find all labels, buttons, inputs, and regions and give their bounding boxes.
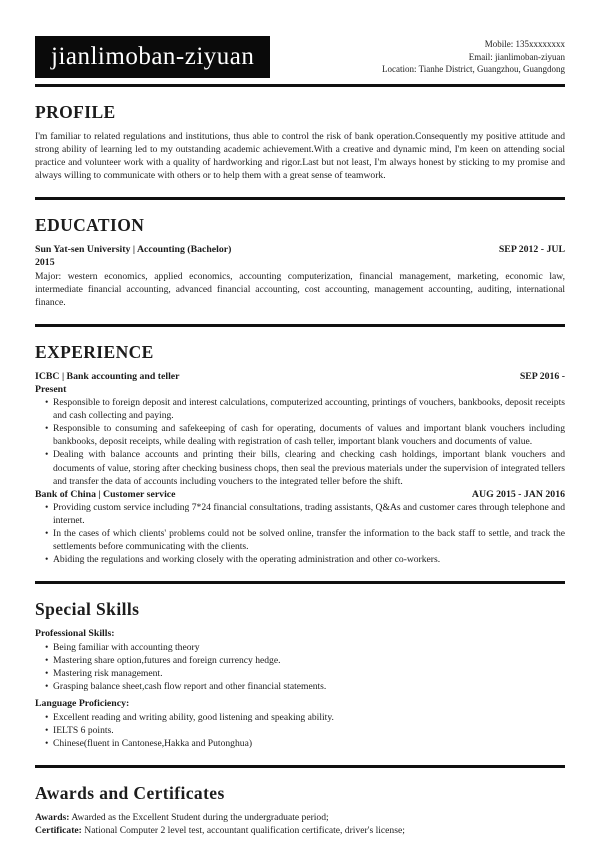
header <box>35 0 565 78</box>
list-item <box>35 724 565 737</box>
certificate-line <box>35 824 565 838</box>
list-item <box>35 711 565 724</box>
bullet-icon <box>35 680 53 693</box>
profile-heading: PROFILE <box>35 102 116 122</box>
bullet-text: Responsible to consuming and safekeeping of cash for operating, documents of values and important blank vouchers including bankbooks, deposit receipts, while dealing with registration of cash teller, important blank vouchers and documents of value. <box>53 423 565 448</box>
bullet-text: Mastering risk management. <box>53 667 163 679</box>
education-heading: EDUCATION <box>35 215 145 236</box>
list-item <box>35 654 565 667</box>
list-item <box>35 641 565 654</box>
contact-location: Location: Tianhe District, Guangzhou, Guangdong <box>382 64 565 75</box>
education-title: Sun Yat-sen University | Accounting (Bachelor) <box>35 244 232 256</box>
bullet-text: Being familiar with accounting theory <box>53 641 200 653</box>
job-title: Bank of China | Customer service <box>35 488 176 500</box>
bullet-text: In the cases of which clients' problems could not be solved online, transfer the information to the back staff to settle, and track the settlements before communicating with the clients. <box>53 527 565 553</box>
education-entry-head <box>35 243 565 256</box>
bullet-text: Excellent reading and writing ability, good listening and speaking ability. <box>53 711 334 723</box>
special-skills-section <box>35 584 565 765</box>
skill-group-label: Professional Skills: <box>35 628 115 640</box>
bullet-icon <box>35 737 53 750</box>
job-entry <box>35 370 565 488</box>
bullet-icon <box>35 724 53 737</box>
bullet-icon <box>35 667 53 680</box>
list-item <box>35 501 565 527</box>
experience-heading: EXPERIENCE <box>35 341 154 362</box>
awards-label: Awards: <box>35 811 70 823</box>
bullet-icon <box>35 422 53 448</box>
contact-email: Email: jianlimoban-ziyuan <box>468 51 565 62</box>
experience-section <box>35 327 565 581</box>
list-item <box>35 680 565 693</box>
education-date-wrap: 2015 <box>35 257 55 269</box>
list-item <box>35 737 565 750</box>
bullet-icon <box>35 527 53 553</box>
bullet-text: Mastering share option,futures and foreign currency hedge. <box>53 654 281 666</box>
list-item <box>35 527 565 553</box>
bullet-icon <box>35 641 53 654</box>
bullet-icon <box>35 448 53 487</box>
bullet-icon <box>35 654 53 667</box>
skill-group <box>35 627 565 693</box>
bullet-icon <box>35 501 53 527</box>
profile-section <box>35 87 565 197</box>
list-item <box>35 396 565 422</box>
contact-mobile: Mobile: 135xxxxxxxx <box>484 39 565 50</box>
awards-section <box>35 768 565 848</box>
bullet-icon <box>35 553 53 566</box>
bullet-icon <box>35 711 53 724</box>
special-skills-heading: Special Skills <box>35 599 140 620</box>
list-item <box>35 448 565 487</box>
certificate-label: Certificate: <box>35 825 82 837</box>
job-entry-head <box>35 488 565 501</box>
bullet-text: Grasping balance sheet,cash flow report and other financial statements. <box>53 681 327 693</box>
bullet-text: Chinese(fluent in Cantonese,Hakka and Putonghua) <box>53 737 253 749</box>
bullet-text: Providing custom service including 7*24 financial consultations, trading assistants, Q&As and customer cares through telephone and internet. <box>53 501 565 526</box>
certificate-text: National Computer 2 level test, accountant qualification certificate, driver's license; <box>81 825 405 837</box>
bullet-text: Abiding the regulations and working closely with the operating administration and other co-workers. <box>53 554 441 566</box>
job-date-wrap: Present <box>35 383 67 395</box>
job-entry-head <box>35 370 565 383</box>
education-description: Major: western economics, applied economics, accounting computerization, financial management, marketing, economic law, intermediate financial accounting, advanced financial accounting, cost accounting, management accounting, auditing, international finance. <box>35 270 565 308</box>
job-entry <box>35 488 565 567</box>
contact-block <box>382 38 565 76</box>
list-item <box>35 553 565 566</box>
awards-heading: Awards and Certificates <box>35 782 225 803</box>
bullet-text: Dealing with balance accounts and printing their bills, clearing and checking cash holdings, important blank vouchers and documents of value, storing after checking business chops, then seal the previous materials under the supervision of integrated tellers and transfer the data of accounts including vouchers to the integrated teller before the shift. <box>53 449 565 487</box>
bullet-text: Responsible to foreign deposit and interest calculations, computerized accounting, printings of vouchers, bankbooks, deposit receipts and cash collecting and paying. <box>53 397 565 422</box>
list-item <box>35 422 565 448</box>
candidate-name: jianlimoban-ziyuan <box>51 43 255 70</box>
job-date: SEP 2016 - <box>519 370 565 382</box>
bullet-text: IELTS 6 points. <box>53 724 114 736</box>
education-section <box>35 200 565 323</box>
job-title: ICBC | Bank accounting and teller <box>35 370 180 382</box>
education-entry <box>35 243 565 308</box>
bullet-icon <box>35 396 53 422</box>
job-date: AUG 2015 - JAN 2016 <box>471 488 565 500</box>
education-date: SEP 2012 - JUL <box>498 244 565 256</box>
list-item <box>35 667 565 680</box>
skill-group-label: Language Proficiency: <box>35 698 130 710</box>
skill-group <box>35 697 565 750</box>
awards-line <box>35 811 565 825</box>
profile-text: I'm familiar to related regulations and institutions, thus able to control the risk of bank operation.Consequently my positive attitude and strong ability of learning led to my outstanding academic achievement.With a creative and dynamic mind, I'm keen on attending social practice and volunteer work with a quality of hardworking and rigor.Last but not least, I'm always honest by sticking to my promise and always willing to communicate with others or to help them with a great sense of teamwork. <box>35 131 565 182</box>
name-banner <box>35 36 270 78</box>
awards-text: Awarded as the Excellent Student during the undergraduate period; <box>69 811 329 823</box>
